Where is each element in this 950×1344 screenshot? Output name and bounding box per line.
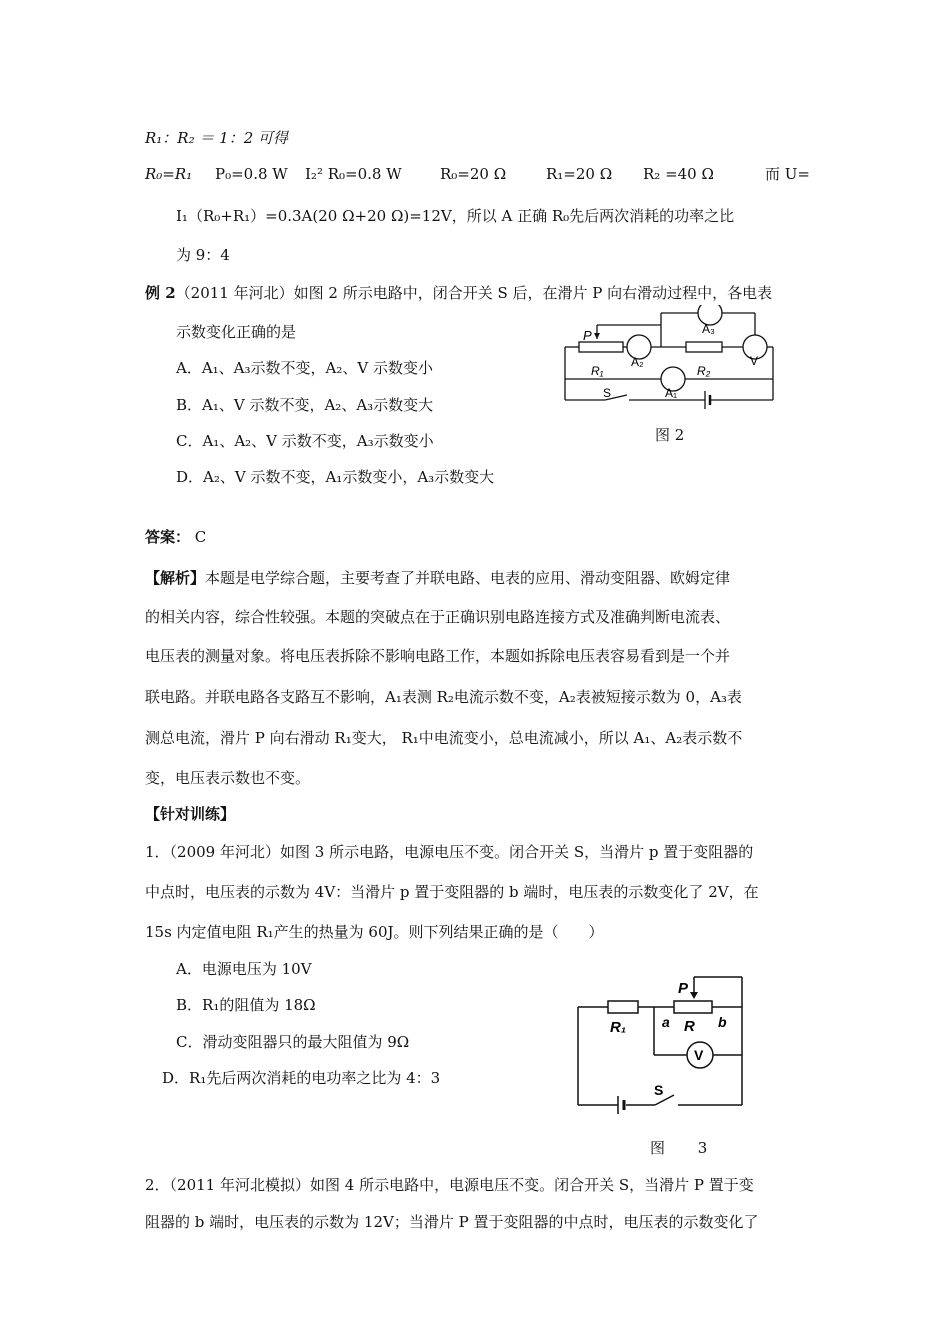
ammeter-label: A₃ bbox=[702, 322, 715, 336]
switch-label: S bbox=[603, 386, 612, 400]
terminal-label: b bbox=[718, 1014, 727, 1030]
text-line: I₂² R₀=0.8 W bbox=[305, 165, 402, 183]
analysis-text: 本题是电学综合题，主要考查了并联电路、电表的应用、滑动变阻器、欧姆定律 bbox=[205, 569, 731, 587]
text-line: R₂ =40 Ω bbox=[643, 165, 714, 183]
analysis-text: 电压表的测量对象。将电压表拆除不影响电路工作，本题如拆除电压表容易看到是一个并 bbox=[145, 647, 731, 665]
analysis-text: 变，电压表示数也不变。 bbox=[145, 769, 311, 787]
resistor-label: R₁ bbox=[610, 1019, 627, 1036]
text-line: I₁（R₀+R₁）=0.3A(20 Ω+20 Ω)=12V，所以 A 正确 R₀先后两次消耗的功率之比 bbox=[176, 207, 735, 225]
resistor-label: R₂ bbox=[697, 364, 711, 378]
terminal-label: a bbox=[662, 1014, 670, 1030]
question-text: 阻器的 b 端时，电压表的示数为 12V；当滑片 P 置于变阻器的中点时，电压表的示数变化了 bbox=[145, 1213, 759, 1231]
text-line: R₀=20 Ω bbox=[440, 165, 507, 183]
text-line: P₀=0.8 W bbox=[215, 165, 288, 183]
voltmeter-label: V bbox=[694, 1047, 704, 1063]
option-a: A．A₁、A₃示数不变，A₂、V 示数变小 bbox=[176, 359, 433, 377]
analysis-text: 的相关内容，综合性较强。本题的突破点在于正确识别电路连接方式及准确判断电流表、 bbox=[145, 608, 731, 626]
question-text: 2．（2011 年河北模拟）如图 4 所示电路中，电源电压不变。闭合开关 S，当滑片 P 置于变 bbox=[145, 1176, 754, 1194]
answer-label: 答案： bbox=[145, 528, 191, 546]
option-c: C．滑动变阻器只的最大阻值为 9Ω bbox=[176, 1033, 410, 1051]
text-line: R₀=R₁ bbox=[145, 165, 193, 183]
option-b: B．A₁、V 示数不变，A₂、A₃示数变大 bbox=[176, 396, 434, 414]
analysis-text: 联电路。并联电路各支路互不影响，A₁表测 R₂电流示数不变，A₂表被短接示数为 0，A₃表 bbox=[145, 688, 742, 706]
example-label: 例 2 bbox=[145, 284, 176, 302]
resistor-label: R₁ bbox=[591, 364, 604, 378]
figure-caption: 图 3 bbox=[650, 1139, 722, 1157]
analysis-text: 测总电流，滑片 P 向右滑动 R₁变大， R₁中电流变小，总电流减小，所以 A₁、A₂表示数不 bbox=[145, 729, 743, 747]
slider-label: P bbox=[678, 980, 689, 997]
resistor-label: R bbox=[684, 1018, 695, 1035]
text-line: R₁：R₂ ＝ 1：2 可得 bbox=[145, 129, 289, 147]
text-line: 而 U= bbox=[765, 165, 810, 183]
ammeter-label: A₁ bbox=[665, 386, 678, 400]
example-text: 示数变化正确的是 bbox=[176, 323, 297, 341]
option-d: D．R₁先后两次消耗的电功率之比为 4：3 bbox=[162, 1069, 441, 1087]
example-2 bbox=[145, 283, 772, 303]
practice-title: 【针对训练】 bbox=[145, 805, 236, 823]
circuit-figure-3 bbox=[570, 965, 770, 1115]
switch-label: S bbox=[654, 1082, 664, 1098]
question-text: 15s 内定值电阻 R₁产生的热量为 60J。则下列结果正确的是（ ） bbox=[145, 923, 604, 941]
option-a: A．电源电压为 10V bbox=[176, 960, 312, 978]
answer-value: C bbox=[194, 528, 207, 546]
figure-caption: 图 2 bbox=[655, 426, 685, 444]
text-line: R₁=20 Ω bbox=[546, 165, 613, 183]
text-line: 为 9：4 bbox=[176, 246, 230, 264]
question-text: 中点时，电压表的示数为 4V：当滑片 p 置于变阻器的 b 端时，电压表的示数变化了 2V，在 bbox=[145, 883, 759, 901]
slider-label: P bbox=[583, 328, 592, 343]
option-d: D．A₂、V 示数不变，A₁示数变小，A₃示数变大 bbox=[176, 468, 495, 486]
voltmeter-label: V bbox=[750, 354, 759, 368]
question-text: 1．（2009 年河北）如图 3 所示电路，电源电压不变。闭合开关 S，当滑片 p 置于变阻器的 bbox=[145, 843, 754, 861]
option-b: B．R₁的阻值为 18Ω bbox=[176, 996, 316, 1014]
circuit-figure-2 bbox=[555, 305, 780, 415]
option-c: C．A₁、A₂、V 示数不变，A₃示数变小 bbox=[176, 432, 434, 450]
analysis-label: 【解析】 bbox=[145, 569, 206, 587]
ammeter-label: A₂ bbox=[631, 355, 644, 369]
example-text: （2011 年河北）如图 2 所示电路中，闭合开关 S 后，在滑片 P 向右滑动过程中，各电表 bbox=[175, 284, 773, 302]
